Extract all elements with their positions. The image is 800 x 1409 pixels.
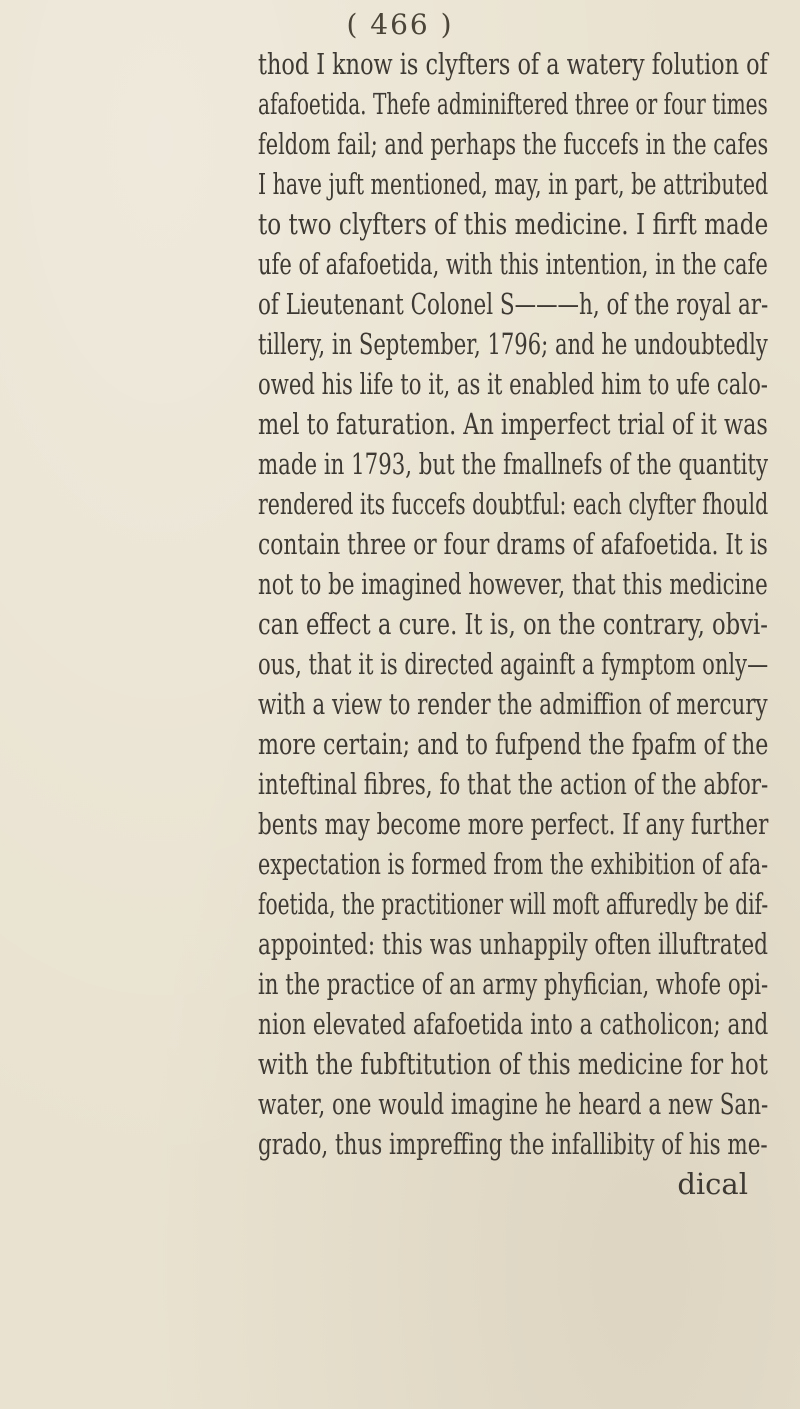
text-line: afafoetida. Thefe adminiftered three or four times <box>258 87 768 121</box>
text-line: foetida, the practitioner will moft affuredly be dif- <box>258 887 769 921</box>
text-line: rendered its fuccefs doubtful: each clyfter fhould <box>258 487 769 521</box>
text-line: contain three or four drams of afafoetida. It is <box>258 527 768 561</box>
text-line: expectation is formed from the exhibition of afa- <box>258 847 769 881</box>
text-line: inteftinal fibres, fo that the action of the abfor- <box>258 767 769 801</box>
text-line: with the fubftitution of this medicine for hot <box>258 1047 768 1081</box>
text-line: ous, that it is directed againft a fymptom only— <box>258 647 769 681</box>
text-line: to two clyfters of this medicine. I firft made <box>258 207 769 241</box>
text-line: more certain; and to fufpend the fpafm of the <box>258 727 769 761</box>
text-line: with a view to render the admiffion of mercury <box>258 687 768 721</box>
text-line: mel to faturation. An imperfect trial of it was <box>258 407 768 441</box>
text-line: owed his life to it, as it enabled him to ufe calo- <box>258 367 768 401</box>
text-line: nion elevated afafoetida into a catholicon; and <box>258 1007 769 1041</box>
text-line: in the practice of an army phyfician, whofe opi- <box>258 967 769 1001</box>
text-line: grado, thus impreffing the infallibity of his me- <box>258 1127 768 1161</box>
text-line: tillery, in September, 1796; and he undoubtedly <box>258 327 768 361</box>
text-line: thod I know is clyfters of a watery folution of <box>258 47 768 81</box>
page-number-header: ( 466 ) <box>346 8 454 41</box>
text-line: can effect a cure. It is, on the contrary, obvi- <box>258 607 768 641</box>
text-line: appointed: this was unhappily often illuftrated <box>258 927 769 961</box>
text-line: bents may become more perfect. If any further <box>258 807 769 841</box>
text-line: ufe of afafoetida, with this intention, in the cafe <box>258 247 768 281</box>
text-line: made in 1793, but the fmallnefs of the quantity <box>258 447 769 481</box>
text-line: feldom fail; and perhaps the fuccefs in the cafes <box>258 127 769 161</box>
text-line: water, one would imagine he heard a new San- <box>258 1087 769 1121</box>
catchword: dical <box>677 1167 748 1201</box>
text-line: of Lieutenant Colonel S———h, of the royal ar- <box>258 287 769 321</box>
text-line: not to be imagined however, that this medicine <box>258 567 768 601</box>
text-line: I have juft mentioned, may, in part, be attributed <box>258 167 769 201</box>
